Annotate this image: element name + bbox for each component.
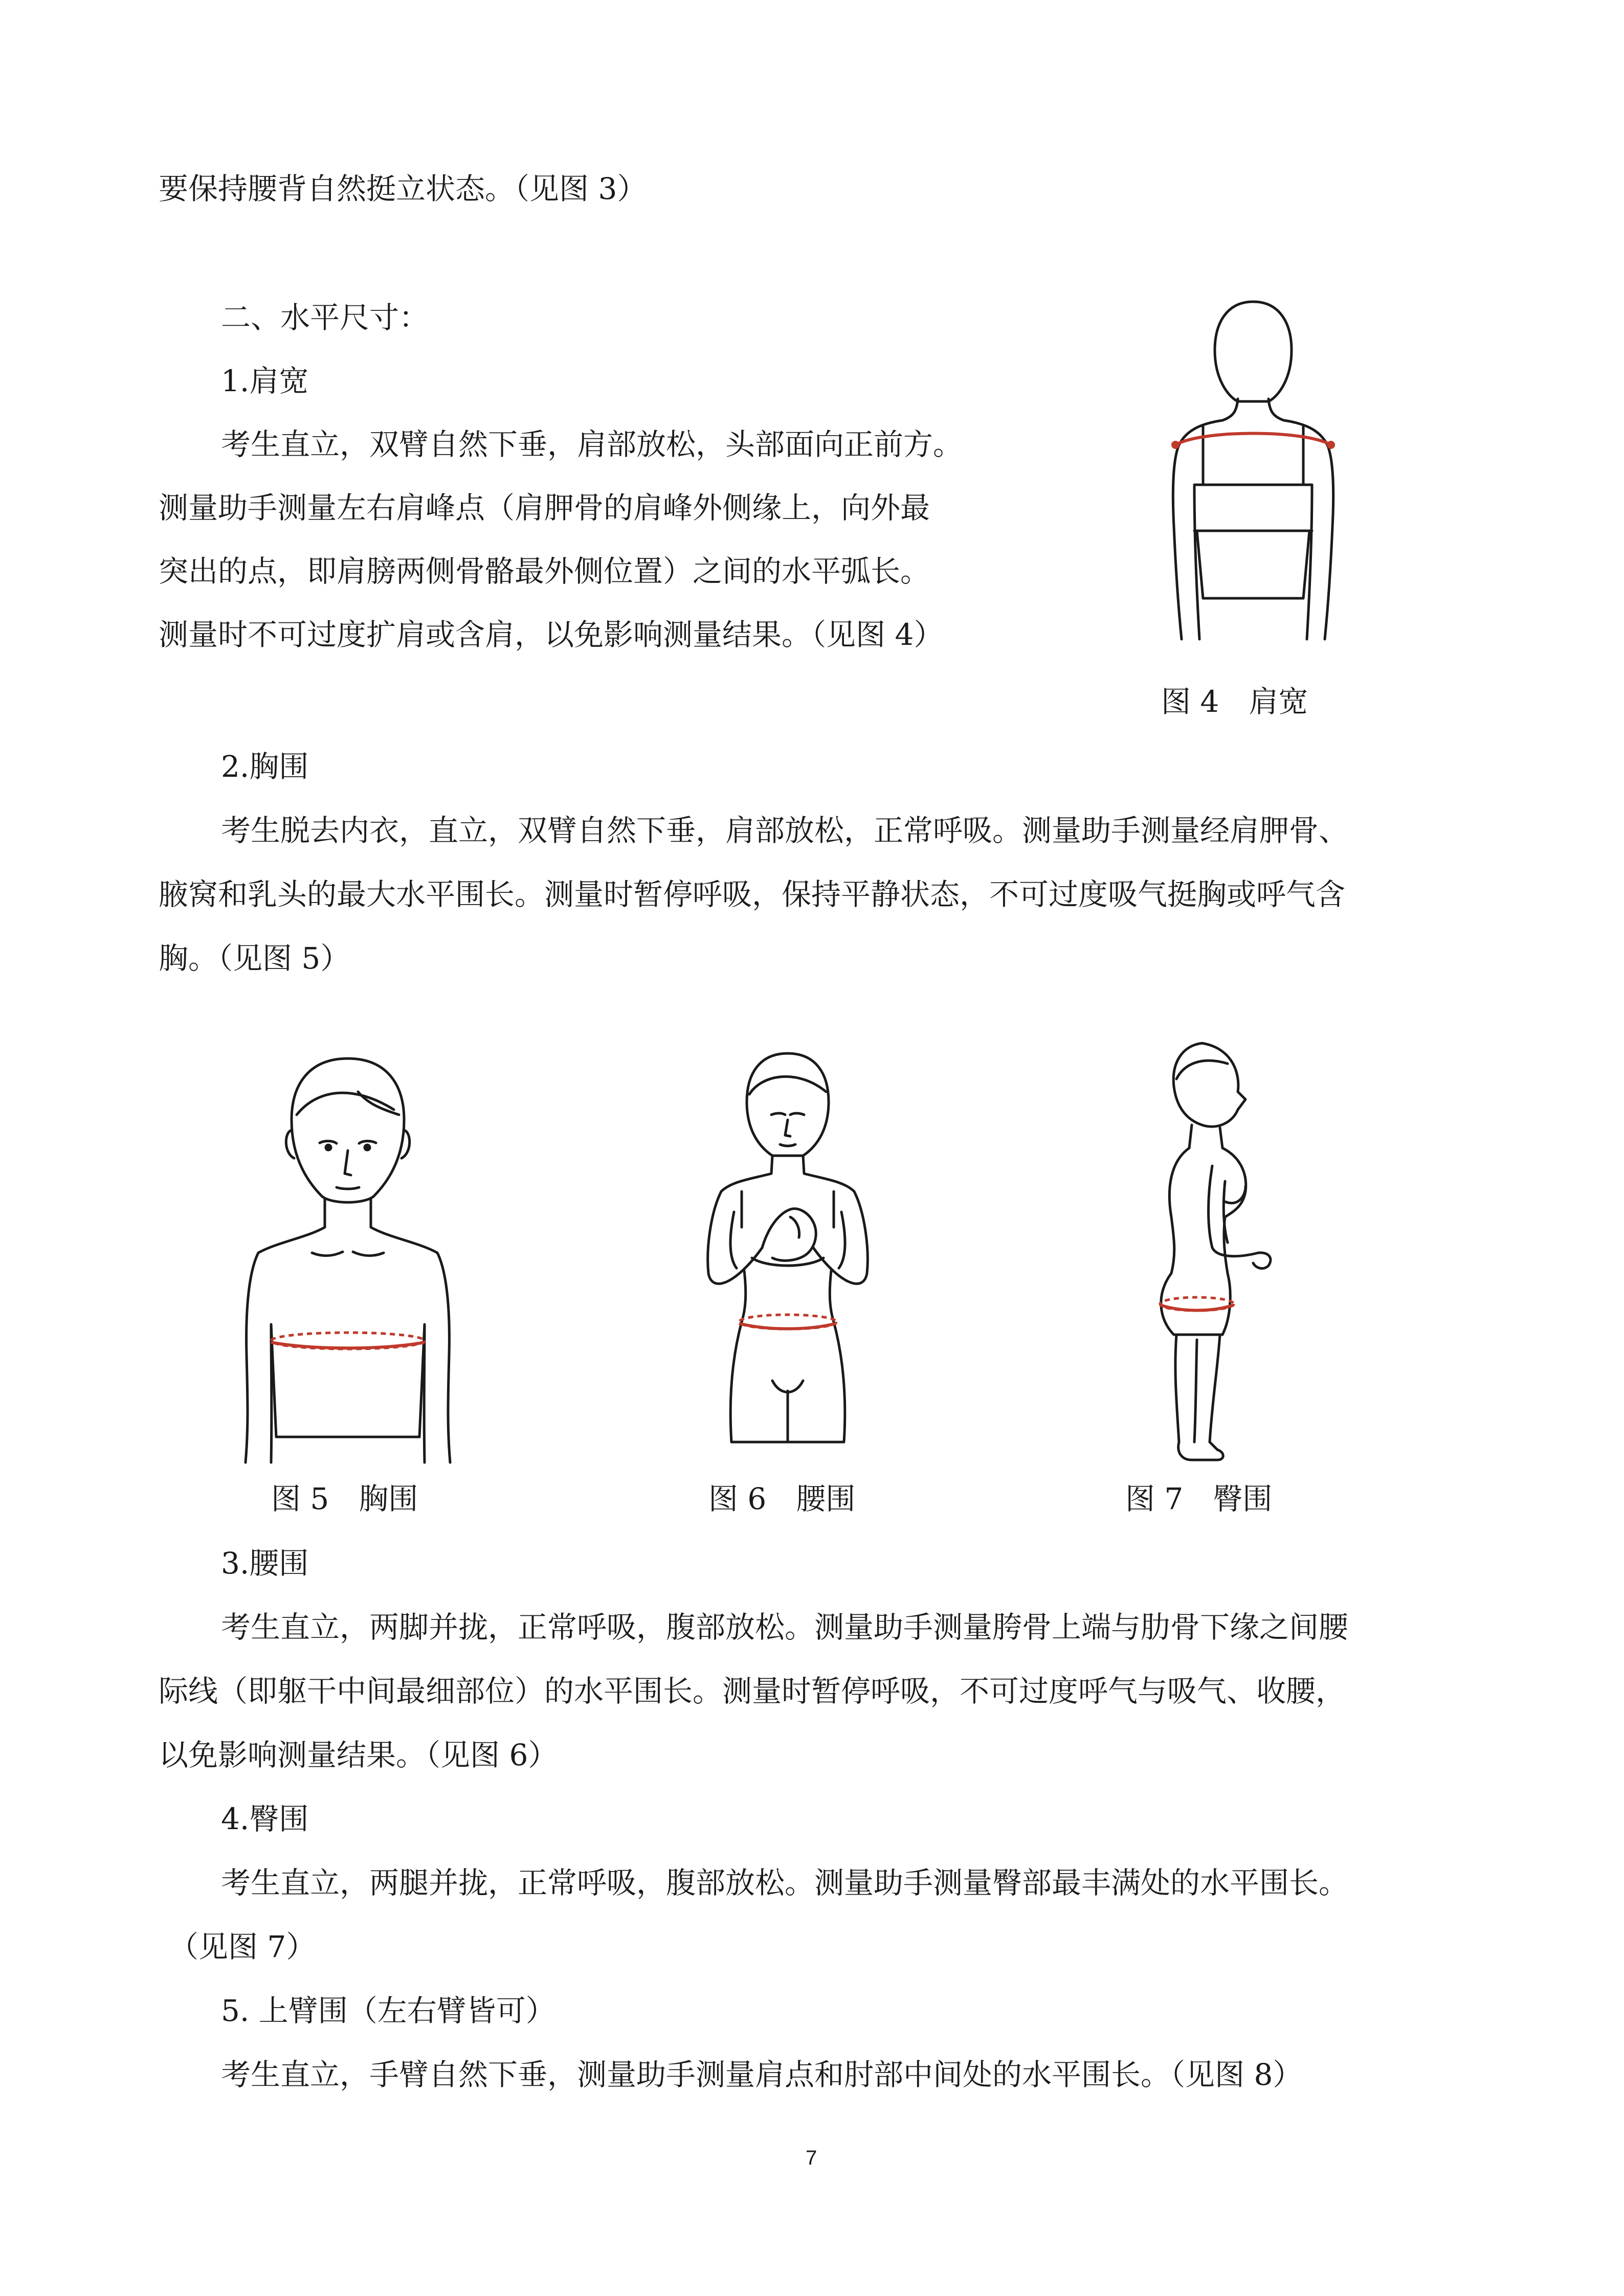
waist-heading: 3.腰围 (221, 1546, 309, 1581)
figure-6-waist-illustration (680, 1043, 895, 1462)
upper-arm-line: 考生直立，手臂自然下垂，测量助手测量肩点和肘部中间处的水平围长。（见图 8） (221, 2057, 1303, 2092)
page-number: 7 (806, 2147, 817, 2169)
intro-line: 要保持腰背自然挺立状态。（见图 3） (159, 171, 647, 206)
shoulder-line: 测量时不可过度扩肩或含肩，以免影响测量结果。（见图 4） (159, 617, 944, 652)
upper-arm-heading: 5. 上臂围（左右臂皆可） (221, 1993, 555, 2028)
hip-line: （见图 7） (169, 1929, 316, 1964)
shoulder-line: 测量助手测量左右肩峰点（肩胛骨的肩峰外侧缘上，向外最 (159, 490, 930, 525)
figure-4-caption: 图 4 肩宽 (1161, 684, 1308, 719)
hip-heading: 4.臀围 (221, 1802, 309, 1836)
shoulder-line: 考生直立，双臂自然下垂，肩部放松，头部面向正前方。 (221, 427, 963, 462)
waist-line: 以免影响测量结果。（见图 6） (159, 1738, 558, 1772)
chest-line: 腋窝和乳头的最大水平围长。测量时暂停呼吸，保持平静状态，不可过度吸气挺胸或呼气含 (159, 877, 1346, 912)
figure-7-hip-illustration (1136, 1033, 1330, 1473)
chest-line: 胸。（见图 5） (159, 941, 350, 976)
figure-6-caption: 图 6 腰围 (708, 1481, 856, 1516)
chest-heading: 2.胸围 (221, 749, 309, 784)
shoulder-line: 突出的点，即肩膀两侧骨骼最外侧位置）之间的水平弧长。 (159, 554, 930, 589)
figure-4-shoulder-illustration (1146, 291, 1361, 649)
figure-5-chest-illustration (220, 1048, 476, 1468)
section-heading: 二、水平尺寸： (221, 300, 429, 335)
waist-line: 际线（即躯干中间最细部位）的水平围长。测量时暂停呼吸，不可过度呼气与吸气、收腰， (159, 1674, 1346, 1708)
chest-line: 考生脱去内衣，直立，双臂自然下垂，肩部放松，正常呼吸。测量助手测量经肩胛骨、 (221, 813, 1349, 848)
figure-5-caption: 图 5 胸围 (271, 1481, 418, 1516)
waist-line: 考生直立，两脚并拢，正常呼吸，腹部放松。测量助手测量胯骨上端与肋骨下缘之间腰 (221, 1610, 1349, 1645)
figure-7-caption: 图 7 臀围 (1125, 1481, 1273, 1516)
shoulder-heading: 1.肩宽 (221, 364, 309, 398)
hip-line: 考生直立，两腿并拢，正常呼吸，腹部放松。测量助手测量臀部最丰满处的水平围长。 (221, 1865, 1349, 1900)
